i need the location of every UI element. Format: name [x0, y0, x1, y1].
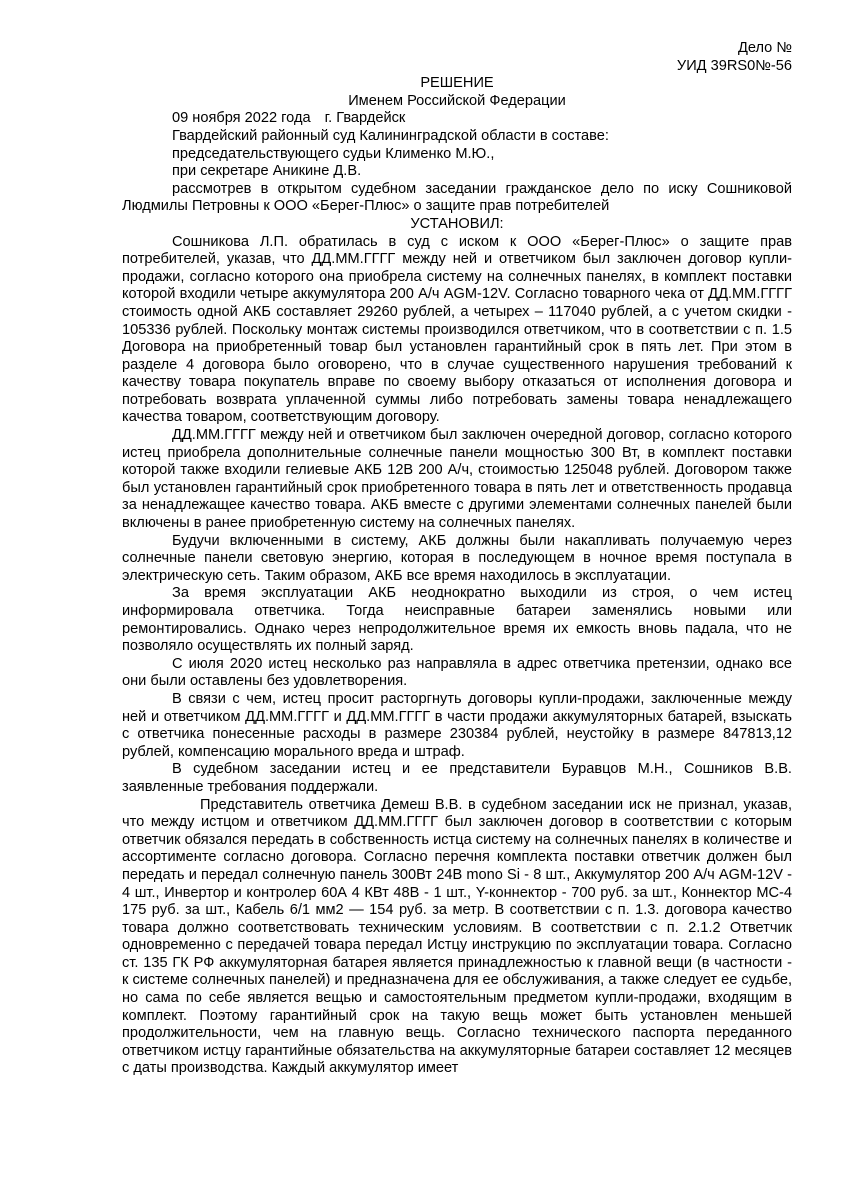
paragraph-6: В связи с чем, истец просит расторгнуть договоры купли-продажи, заключенные между ней и ответчиком ДД.ММ.ГГГГ и ДД.ММ.ГГГГ в части продажи аккумуляторных батарей, взыскать с ответчика понесенные расходы в размере 230384 рублей, неустойку в размере 847813,12 рублей, компенсацию морального вреда и штраф.: [122, 690, 792, 760]
document-page: [122, 40, 792, 1078]
document-title: РЕШЕНИЕ: [420, 75, 494, 92]
court-line-1: Гвардейский районный суд Калининградской области в составе:: [172, 127, 609, 144]
paragraph-8: Представитель ответчика Демеш В.В. в судебном заседании иск не признал, указав, что между истцом и ответчиком ДД.ММ.ГГГГ был заключен договор в соответствии с которым ответчик обязался передать в собственность истца систему на солнечных панелях в количестве и ассортименте согласно договора. Согласно перечня комплекта поставки ответчик должен был передать и передал солнечную панель 300Вт 24В mono Si - 8 шт., Аккумулятор 200 А/ч AGM-12V - 4 шт., Инвертор и контролер 60А 4 КВт 48В - 1 шт., Y-коннектор - 700 руб. за шт., Коннектор МС-4 175 руб. за шт., Кабель 6/1 мм2 — 154 руб. за метр. В соответствии с п. 1.3. договора качество товара должно соответствовать техническим условиям. В соответствии с п. 2.1.2 Ответчик одновременно с передачей товара передал Истцу инструкцию по эксплуатации товара. Согласно ст. 135 ГК РФ аккумуляторная батарея является принадлежностью к главной вещи (в частности - к системе солнечных панелей) и предназначена для ее обслуживания, а также следует ее судьбе, но сама по себе является вещью и самостоятельным предметом купли-продажи, входящим в комплект. Поэтому гарантийный срок на такую вещь может быть установлен меньшей продолжительности, чем на главную вещь. Согласно технического паспорта переданного ответчиком истцу гарантийные обязательства на аккумуляторные батареи составляет 12 месяцев с даты производства. Каждый аккумулятор имеет: [122, 796, 792, 1077]
case-number: Дело №: [737, 40, 792, 56]
decision-city: г. Гвардейск: [324, 110, 406, 127]
paragraph-4: За время эксплуатации АКБ неоднократно выходили из строя, о чем истец информировала ответчика. Тогда неисправные батареи заменялись новыми или ремонтировались. Однако через непродолжительное время их емкость вновь падала, что не позволяло осуществлять их полный заряд.: [122, 585, 792, 655]
paragraph-7: В судебном заседании истец и ее представители Буравцов М.Н., Сошников В.В. заявленные требования поддержали.: [122, 761, 792, 795]
paragraph-2: ДД.ММ.ГГГГ между ней и ответчиком был заключен очередной договор, согласно которого истец приобрела дополнительные солнечные панели мощностью 300 Вт, в комплект поставки которой также входили гелиевые АКБ 12В 200 А/ч, стоимостью 125048 рублей. Договором также был установлен гарантийный срок приобретенного товара в пять лет и ответственность продавца за ненадлежащее качество товара. АКБ вместе с другими элементами солнечных панелей были включены в ранее приобретенную систему на солнечных панелях.: [122, 427, 792, 532]
case-uid: УИД 39RS0№-56: [676, 57, 792, 74]
intro-paragraph: рассмотрев в открытом судебном заседании гражданское дело по иску Сошниковой Людмилы Петровны к ООО «Берег-Плюс» о защите прав потребителей: [122, 180, 792, 215]
paragraph-3: Будучи включенными в систему, АКБ должны были накапливать получаемую через солнечные панели световую энергию, которая в последующем в ночное время поступала в электрическую сеть. Таким образом, АКБ все время находилось в эксплуатации.: [122, 532, 792, 584]
established-heading: УСТАНОВИЛ:: [410, 215, 504, 232]
decision-date: 09 ноября 2022 года: [172, 110, 311, 127]
paragraph-5: С июля 2020 истец несколько раз направляла в адрес ответчика претензии, однако все они были оставлены без удовлетворения.: [122, 655, 792, 690]
court-line-2: председательствующего судьи Клименко М.Ю.,: [172, 145, 495, 162]
paragraph-1: Сошникова Л.П. обратилась в суд с иском к ООО «Берег-Плюс» о защите прав потребителей, указав, что ДД.ММ.ГГГГ между ней и ответчиком был заключен договор купли-продажи, согласно которого она приобрела систему на солнечных панелях, в комплект поставки которой входили четыре аккумулятора 200 А/ч AGM-12V. Согласно товарного чека от ДД.ММ.ГГГГ стоимость одной АКБ составляет 29260 рублей, а четырех – 117040 рублей, а с учетом скидки - 105336 рублей. Поскольку монтаж системы производился ответчиком, что в соответствии с п. 1.5 Договора на приобретенный товар был установлен гарантийный срок в пять лет. При этом в разделе 4 договора было оговорено, что в случае существенного нарушения требований к качеству товара покупатель вправе по своему выбору отказаться от исполнения договора и потребовать возврата уплаченной суммы либо потребовать замены товара ненадлежащего качества товаром, соответствующим договору.: [122, 233, 792, 426]
document-subtitle: Именем Российской Федерации: [348, 92, 566, 109]
date-line: [122, 110, 792, 128]
court-line-3: при секретаре Аникине Д.В.: [172, 163, 362, 180]
